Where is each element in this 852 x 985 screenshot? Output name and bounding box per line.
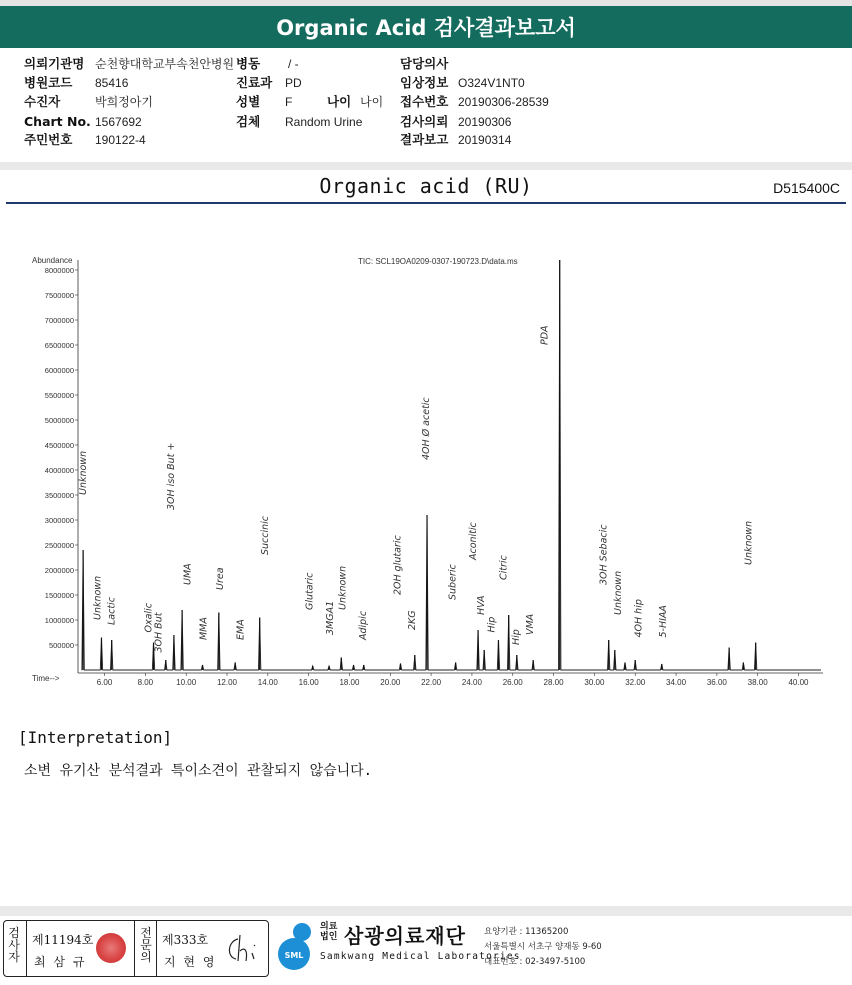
y-tick-label: 4000000 [44, 466, 74, 475]
divider [156, 921, 157, 976]
x-tick-label: 36.00 [706, 678, 727, 687]
chart-title: TIC: SCL19OA0209-0307-190723.D\data.ms [358, 257, 518, 266]
peak-annotation: EMA [235, 619, 247, 640]
peak-annotation: PDA [539, 325, 551, 345]
peak-annotation: Citric [498, 555, 510, 580]
examiner-label [6, 927, 22, 963]
peak-annotation: 3MGA1 [325, 600, 337, 635]
peak-annotation: Aconitic [468, 522, 480, 560]
lab-name: 삼광의료재단 [344, 924, 466, 948]
x-tick-label: 12.00 [216, 678, 238, 687]
idno-value: 190122-4 [95, 133, 146, 147]
y-tick-label: 5500000 [44, 391, 74, 400]
signature-box [3, 920, 269, 977]
x-tick-label: 28.00 [543, 678, 564, 687]
specimen-value: Random Urine [285, 115, 363, 129]
idno-label: 주민번호 [24, 132, 73, 147]
report-header [0, 6, 852, 48]
code-value: 85416 [95, 76, 129, 90]
x-tick-label: 40.00 [788, 678, 809, 687]
peak-annotation: 3OH But [153, 612, 165, 653]
patient-value: 박희정아기 [95, 95, 153, 109]
chromatogram-chart [0, 248, 852, 708]
clinical-value: O324V1NT0 [458, 76, 525, 90]
dept-value: PD [285, 76, 302, 90]
y-tick-label: 2000000 [44, 566, 74, 575]
peak-annotation: Urea [214, 567, 226, 590]
peak-annotation: 2OH glutaric [392, 535, 404, 595]
y-tick-label: 2500000 [44, 541, 74, 550]
footer-divider [0, 906, 852, 916]
section-divider [0, 162, 852, 170]
heading-underline [6, 202, 846, 204]
specialist-name: 지 현 영 [164, 955, 217, 969]
y-tick-label: 5000000 [44, 416, 74, 425]
peak-annotation: MMA [198, 617, 210, 640]
x-tick-label: 34.00 [666, 678, 687, 687]
x-tick-label: 18.00 [339, 678, 360, 687]
divider [26, 921, 27, 976]
lab-english-name: Samkwang Medical Laboratories [320, 951, 521, 962]
sex-value: F [285, 95, 293, 109]
peak-annotation: UMA [182, 563, 194, 585]
y-tick-label: 3000000 [44, 516, 74, 525]
x-tick-label: 32.00 [625, 678, 646, 687]
chart-trace [82, 260, 821, 670]
x-tick-label: 14.00 [257, 678, 278, 687]
specialist-signature [224, 931, 264, 967]
x-tick-label: 30.00 [584, 678, 605, 687]
x-tick-label: 26.00 [502, 678, 523, 687]
hospital-value: 순천향대학교부속천안병원 [95, 57, 235, 71]
corp-type: 의료법인 [320, 922, 338, 942]
lab-code: 요양기관 : 11365200 [484, 927, 569, 937]
dept-label: 진료과 [236, 75, 273, 90]
age-label: 나이 [327, 94, 352, 109]
y-tick-label: 7000000 [44, 316, 74, 325]
page-title: Organic Acid 검사결과보고서 [276, 16, 576, 40]
receipt-label: 접수번호 [400, 94, 449, 109]
peak-annotation: Succinic [259, 515, 271, 555]
x-tick-label: 38.00 [747, 678, 768, 687]
examiner-label-text: 검 사 자 [8, 926, 20, 964]
peak-annotation: Unknown [78, 450, 90, 495]
y-tick-label: 6500000 [44, 341, 74, 350]
examiner-license: 제11194호 [32, 933, 94, 947]
x-tick-label: 10.00 [176, 678, 197, 687]
logo-text: SML [284, 951, 304, 960]
peak-annotation: Lactic [106, 597, 118, 625]
hospital-label: 의뢰기관명 [24, 56, 85, 71]
interpretation-title: [Interpretation] [18, 728, 173, 747]
chart-no-value: 1567692 [95, 115, 142, 129]
y-tick-label: 7500000 [44, 291, 74, 300]
peak-annotation: Unknown [612, 570, 624, 615]
ward-label: 병동 [236, 56, 261, 71]
sml-logo-icon [272, 920, 320, 974]
request-label: 검사의뢰 [400, 114, 449, 129]
patient-label: 수진자 [24, 94, 61, 109]
age-value: 나이 [360, 95, 384, 109]
report-heading [0, 170, 852, 206]
x-tick-label: 6.00 [96, 678, 113, 687]
peak-annotation: 3OH iso But + [165, 442, 177, 510]
peak-annotation: Unknown [92, 575, 104, 620]
divider [134, 921, 135, 976]
peak-annotation: Oxalic [143, 603, 155, 633]
peak-annotation: 3OH Sebacic [598, 524, 610, 585]
request-value: 20190306 [458, 115, 512, 129]
chart-y-label: Abundance [32, 256, 73, 265]
chart-x-label: Time--> [32, 674, 60, 683]
peak-annotation: Unknown [337, 565, 349, 610]
specimen-label: 검체 [236, 114, 261, 129]
lab-phone: 대표번호 : 02-3497-5100 [484, 957, 586, 967]
y-tick-label: 500000 [48, 641, 74, 650]
report-date-label: 결과보고 [400, 132, 449, 147]
x-tick-label: 8.00 [137, 678, 154, 687]
specialist-label-text: 전 문 의 [140, 926, 152, 964]
peak-annotation: Hip [486, 616, 498, 633]
clinical-label: 임상정보 [400, 75, 449, 90]
x-tick-label: 24.00 [461, 678, 482, 687]
code-label: 병원코드 [24, 75, 73, 90]
tic-line [82, 260, 821, 670]
report-title: Organic acid (RU) [319, 174, 533, 198]
ward-value: / - [288, 57, 299, 71]
y-tick-label: 1500000 [44, 591, 74, 600]
y-tick-label: 4500000 [44, 441, 74, 450]
y-tick-label: 1000000 [44, 616, 74, 625]
sex-label: 성별 [236, 94, 261, 109]
x-tick-label: 16.00 [298, 678, 319, 687]
chart-annotations [78, 325, 754, 652]
peak-annotation: Glutaric [304, 572, 316, 610]
examiner-name: 최 삼 규 [34, 955, 87, 969]
lab-address: 서울특별시 서초구 양재동 9-60 [484, 942, 602, 952]
report-code: D515400C [773, 180, 840, 196]
receipt-value: 20190306-28539 [458, 95, 549, 109]
chart-no-label: Chart No. [24, 114, 91, 129]
peak-annotation: HVA [476, 595, 488, 615]
patient-info [0, 50, 852, 162]
peak-annotation: 2KG [406, 610, 418, 630]
peak-annotation: VMA [525, 613, 537, 635]
specialist-label [138, 927, 154, 963]
specialist-license: 제333호 [162, 933, 209, 947]
y-tick-label: 8000000 [44, 266, 74, 275]
peak-annotation: Hip [510, 629, 522, 645]
doctor-label: 담당의사 [400, 56, 449, 71]
peak-annotation: 4OH Ø acetic [421, 397, 433, 460]
x-tick-label: 20.00 [380, 678, 401, 687]
x-tick-label: 22.00 [421, 678, 442, 687]
y-tick-label: 6000000 [44, 366, 74, 375]
peak-annotation: Unknown [743, 520, 755, 565]
peak-annotation: Adipic [357, 610, 369, 640]
report-date-value: 20190314 [458, 133, 512, 147]
interpretation-text: 소변 유기산 분석결과 특이소견이 관찰되지 않습니다. [24, 763, 373, 779]
peak-annotation: Suberic [447, 564, 459, 600]
chart-axes [78, 260, 823, 673]
peak-annotation: 4OH hip [633, 599, 645, 638]
peak-annotation: 5-HIAA [657, 605, 669, 638]
y-tick-label: 3500000 [44, 491, 74, 500]
examiner-seal [96, 933, 126, 963]
